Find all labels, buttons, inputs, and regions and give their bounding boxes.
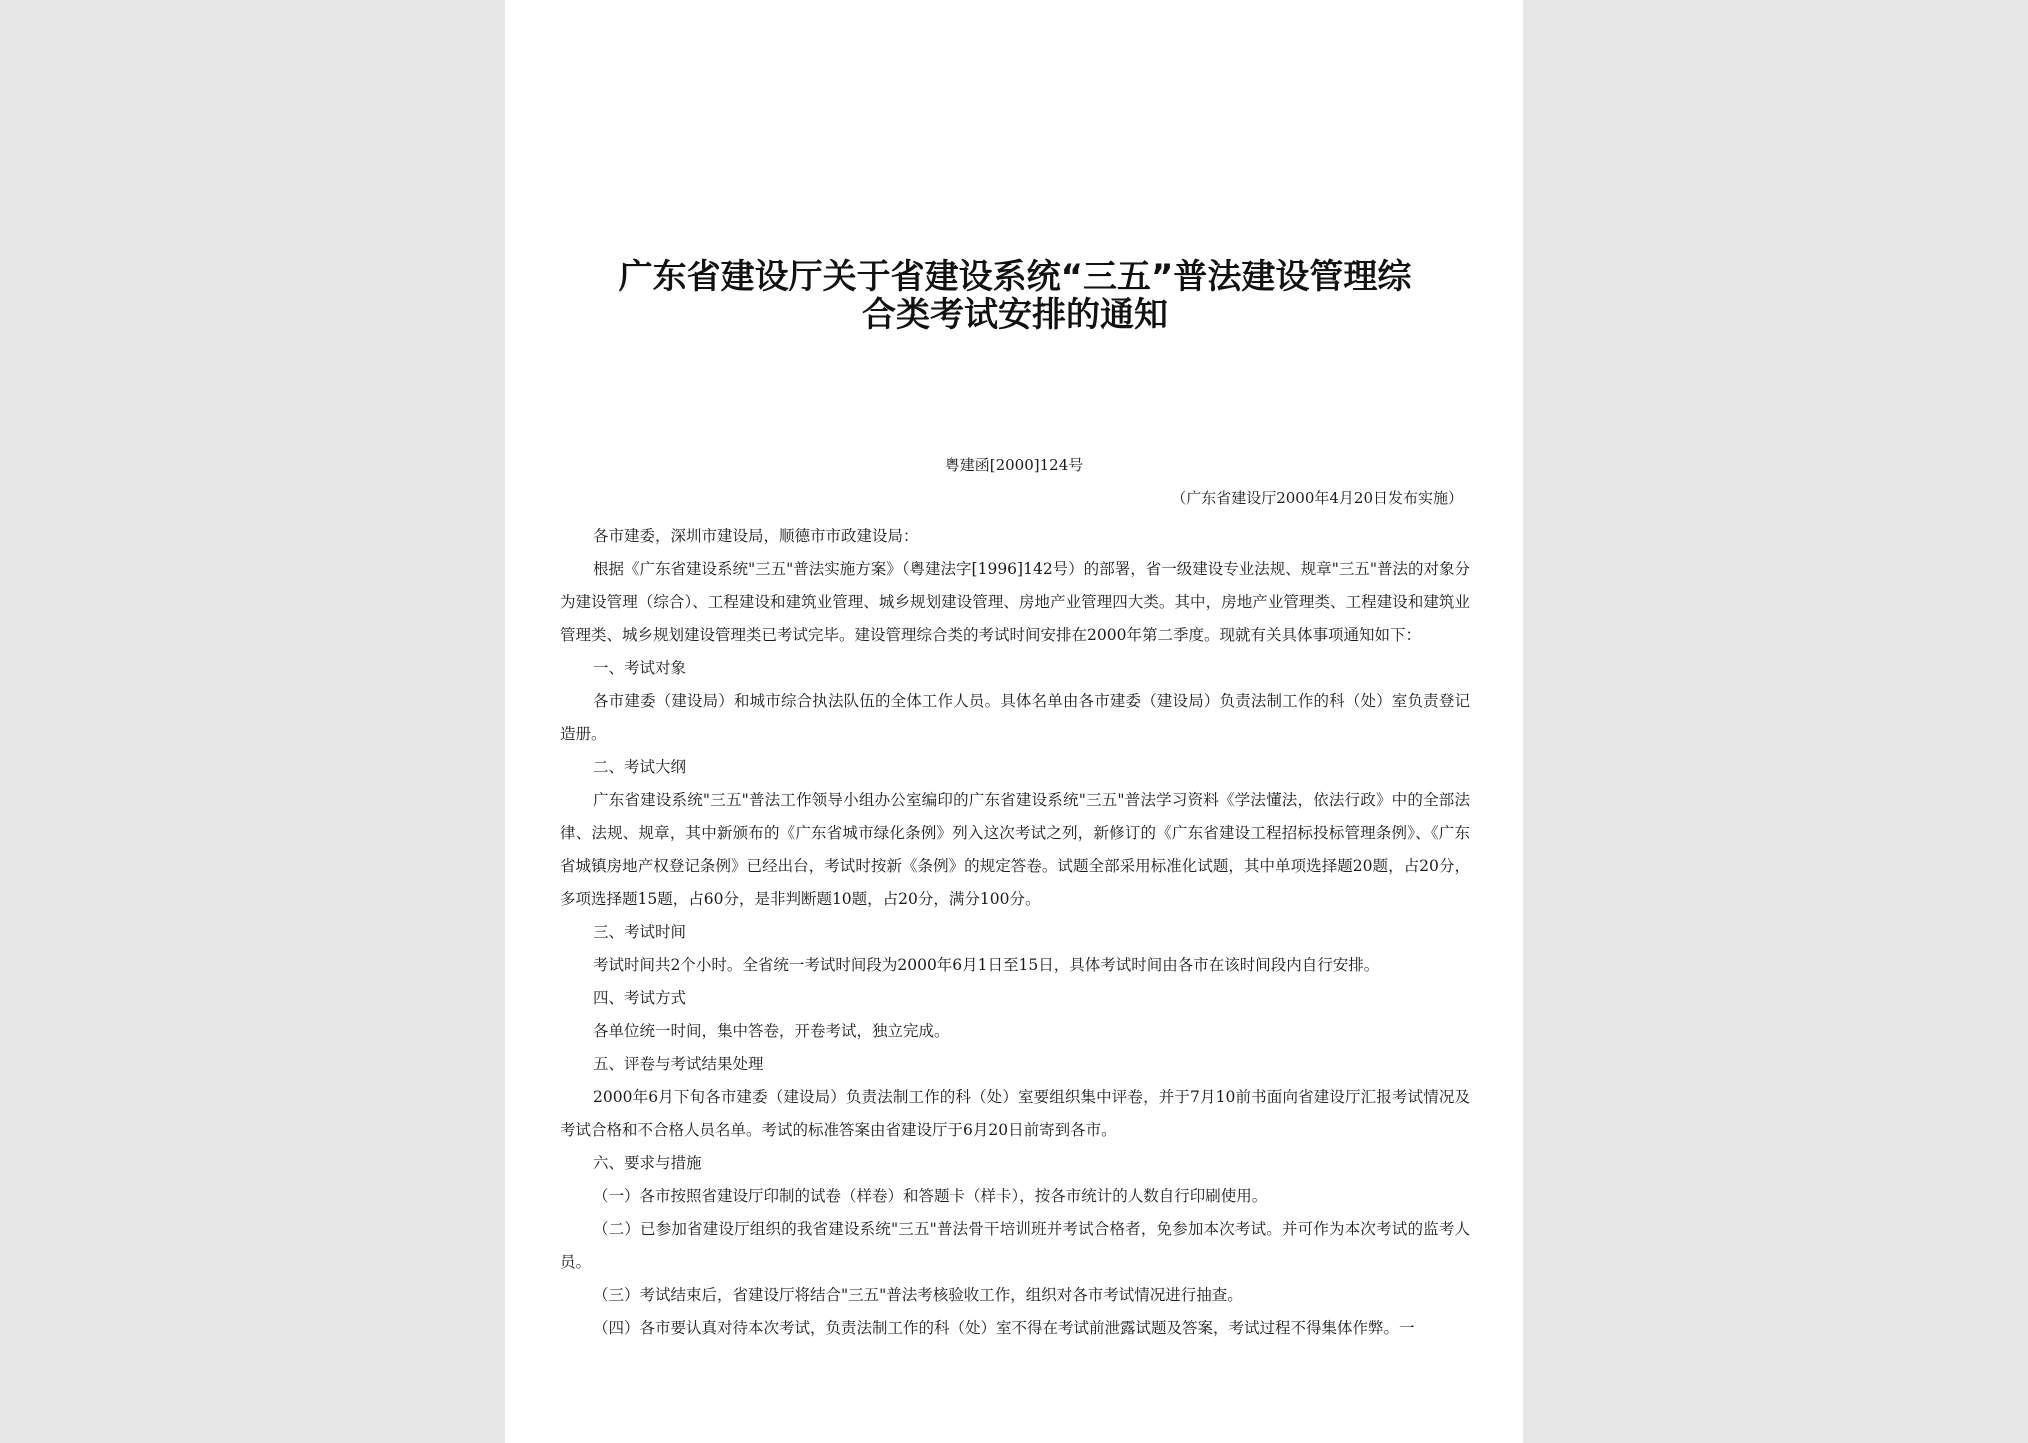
section-heading: 二、考试大纲 [593,758,687,776]
paragraph: 根据《广东省建设系统"三五"普法实施方案》（粤建法字[1996]142号）的部署，省一级建设专业法规、规章"三五"普法的对象分为建设管理（综合）、工程建设和建筑业管理、城乡规划建设管理、房地产业管理四大类。其中，房地产业管理类、工程建设和建筑业管理类、城乡规划建设管理类已考试完毕。建设管理综合类的考试时间安排在2000年第二季度。现就有关具体事项通知如下： [560,560,1470,644]
paragraph: 考试时间共2个小时。全省统一考试时间段为2000年6月1日至15日，具体考试时间由各市在该时间段内自行安排。 [593,956,1380,974]
section-heading: 五、评卷与考试结果处理 [593,1055,764,1073]
paragraph: 2000年6月下旬各市建委（建设局）负责法制工作的科（处）室要组织集中评卷，并于7月10前书面向省建设厅汇报考试情况及考试合格和不合格人员名单。考试的标准答案由省建设厅于6月20日前寄到各市。 [560,1088,1470,1139]
paragraph: 广东省建设系统"三五"普法工作领导小组办公室编印的广东省建设系统"三五"普法学习资料《学法懂法，依法行政》中的全部法律、法规、规章，其中新颁布的《广东省城市绿化条例》列入这次考试之列，新修订的《广东省建设工程招标投标管理条例》、《广东省城镇房地产权登记条例》已经出台，考试时按新《条例》的规定答卷。试题全部采用标准化试题，其中单项选择题20题，占20分，多项选择题15题，占60分，是非判断题10题，占20分，满分100分。 [560,791,1470,908]
section-heading: 六、要求与措施 [593,1154,702,1172]
title-line-2: 合类考试安排的通知 [862,295,1168,335]
paragraph: （四）各市要认真对待本次考试，负责法制工作的科（处）室不得在考试前泄露试题及答案，考试过程不得集体作弊。一 [593,1319,1415,1337]
document-body [560,520,1470,1345]
paragraph: 各市建委（建设局）和城市综合执法队伍的全体工作人员。具体名单由各市建委（建设局）负责法制工作的科（处）室负责登记造册。 [560,692,1470,743]
paragraph-salutation: 各市建委，深圳市建设局，顺德市市政建设局： [593,527,919,545]
title-line-1: 广东省建设厅关于省建设系统“三五”普法建设管理综 [618,257,1412,297]
document-page [505,0,1523,1443]
section-heading: 三、考试时间 [593,923,687,941]
paragraph: 各单位统一时间，集中答卷，开卷考试，独立完成。 [593,1022,950,1040]
paragraph: （三）考试结束后，省建设厅将结合"三五"普法考核验收工作，组织对各市考试情况进行抽查。 [593,1286,1243,1304]
paragraph: （二）已参加省建设厅组织的我省建设系统"三五"普法骨干培训班并考试合格者，免参加本次考试。并可作为本次考试的监考人员。 [560,1220,1470,1271]
document-number: 粤建函[2000]124号 [944,456,1084,474]
section-heading: 一、考试对象 [593,659,687,677]
document-title [565,258,1465,334]
paragraph: （一）各市按照省建设厅印制的试卷（样卷）和答题卡（样卡），按各市统计的人数自行印刷使用。 [593,1187,1268,1205]
section-heading: 四、考试方式 [593,989,687,1007]
issue-note: （广东省建设厅2000年4月20日发布实施） [1171,489,1463,507]
